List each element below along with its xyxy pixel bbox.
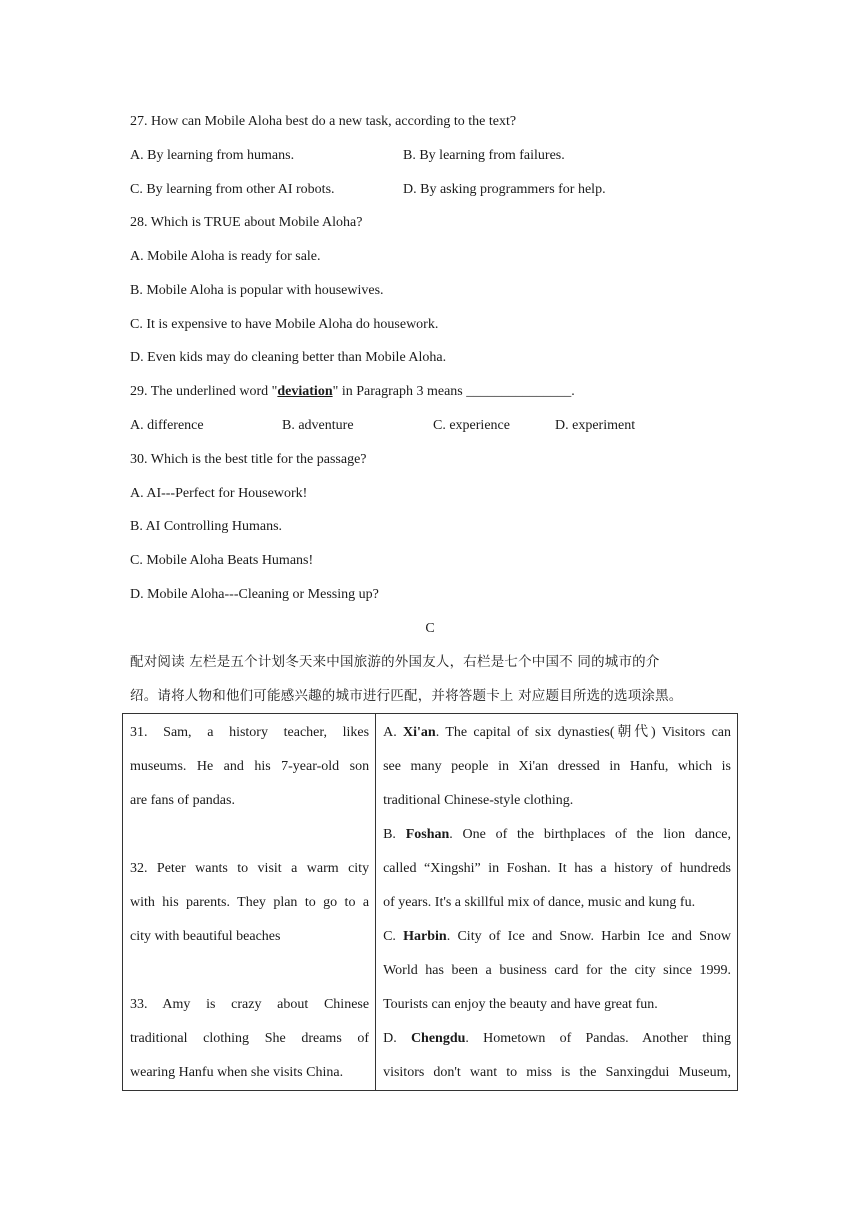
city-b-text: . One of the birthplaces of the lion dance, bbox=[449, 827, 731, 842]
q31-line-1: 31. Sam, a history teacher, likes bbox=[130, 725, 370, 740]
city-c-line-1 bbox=[383, 920, 731, 954]
section-instruction-line-2: 绍。请将人物和他们可能感兴趣的城市进行匹配，并将答题卡上 对应题目所选的选项涂黑。 bbox=[130, 688, 683, 704]
city-b-line-1 bbox=[383, 818, 731, 852]
q33-line-3: wearing Hanfu when she visits China. bbox=[130, 1065, 344, 1080]
section-heading: C bbox=[425, 621, 435, 636]
question-30-option-a: A. AI---Perfect for Housework! bbox=[130, 486, 308, 501]
people-column bbox=[123, 714, 376, 1091]
city-a-line-1 bbox=[383, 716, 731, 750]
matching-table bbox=[122, 713, 738, 1091]
q31-line-3: are fans of pandas. bbox=[130, 793, 235, 808]
cities-column bbox=[376, 714, 738, 1091]
question-29-option-d: D. experiment bbox=[555, 418, 636, 433]
city-c-name: Harbin bbox=[403, 929, 447, 944]
question-30-option-c: C. Mobile Aloha Beats Humans! bbox=[130, 553, 314, 568]
city-c-letter: C. bbox=[383, 929, 396, 944]
city-a-name: Xi'an bbox=[403, 725, 436, 740]
question-28-stem: 28. Which is TRUE about Mobile Aloha? bbox=[130, 215, 363, 230]
question-27-option-c: C. By learning from other AI robots. bbox=[130, 182, 335, 197]
question-29-option-c: C. experience bbox=[433, 418, 510, 433]
city-d-letter: D. bbox=[383, 1031, 397, 1046]
q33-line-2: traditional clothing She dreams of bbox=[130, 1031, 370, 1046]
question-27-stem: 27. How can Mobile Aloha best do a new task, according to the text? bbox=[130, 114, 517, 129]
q32-line-1: 32. Peter wants to visit a warm city bbox=[130, 861, 370, 876]
question-30-option-b: B. AI Controlling Humans. bbox=[130, 519, 283, 534]
city-b-line-2: called “Xingshi” in Foshan. It has a history of hundreds bbox=[383, 861, 731, 876]
question-28-option-d: D. Even kids may do cleaning better than Mobile Aloha. bbox=[130, 350, 447, 365]
city-b-line-3: of years. It's a skillful mix of dance, music and kung fu. bbox=[383, 895, 696, 910]
city-a-line-2: see many people in Xi'an dressed in Hanfu, which is bbox=[383, 759, 731, 774]
question-29-option-a: A. difference bbox=[130, 418, 204, 433]
city-d-text: . Hometown of Pandas. Another thing bbox=[465, 1031, 731, 1046]
question-27-option-a: A. By learning from humans. bbox=[130, 148, 295, 163]
q31-line-2: museums. He and his 7-year-old son bbox=[130, 759, 370, 774]
city-b-name: Foshan bbox=[405, 827, 450, 842]
question-27-option-b: B. By learning from failures. bbox=[403, 148, 565, 163]
q32-line-3: city with beautiful beaches bbox=[130, 929, 281, 944]
section-instruction-line-1: 配对阅读 左栏是五个计划冬天来中国旅游的外国友人，右栏是七个中国不 同的城市的介 bbox=[130, 654, 660, 670]
q32-line-2: with his parents. They plan to go to a bbox=[130, 895, 370, 910]
question-29-stem bbox=[130, 383, 575, 401]
city-d-line-1 bbox=[383, 1022, 731, 1056]
question-29-stem-after: " in Paragraph 3 means _______________. bbox=[332, 384, 575, 399]
city-c-line-3: Tourists can enjoy the beauty and have great fun. bbox=[383, 997, 658, 1012]
city-a-letter: A. bbox=[383, 725, 397, 740]
city-b-letter: B. bbox=[383, 827, 396, 842]
question-28-option-b: B. Mobile Aloha is popular with housewives. bbox=[130, 283, 384, 298]
city-c-line-2: World has been a business card for the city since 1999. bbox=[383, 963, 731, 978]
question-29-stem-before: 29. The underlined word " bbox=[130, 384, 278, 399]
city-a-line-3: traditional Chinese-style clothing. bbox=[383, 793, 574, 808]
city-d-name: Chengdu bbox=[410, 1031, 466, 1046]
question-30-stem: 30. Which is the best title for the passage? bbox=[130, 452, 367, 467]
question-30-option-d: D. Mobile Aloha---Cleaning or Messing up? bbox=[130, 587, 379, 602]
question-29-option-b: B. adventure bbox=[282, 418, 354, 433]
q33-line-1: 33. Amy is crazy about Chinese bbox=[130, 997, 370, 1012]
underlined-word: deviation bbox=[277, 384, 333, 399]
question-27-option-d: D. By asking programmers for help. bbox=[403, 182, 606, 197]
city-c-text: . City of Ice and Snow. Harbin Ice and Snow bbox=[446, 929, 731, 944]
city-a-text: . The capital of six dynasties(朝代) Visitors can bbox=[435, 725, 731, 740]
city-d-line-2: visitors don't want to miss is the Sanxingdui Museum, bbox=[383, 1065, 731, 1080]
question-28-option-c: C. It is expensive to have Mobile Aloha do housework. bbox=[130, 317, 439, 332]
question-28-option-a: A. Mobile Aloha is ready for sale. bbox=[130, 249, 321, 264]
